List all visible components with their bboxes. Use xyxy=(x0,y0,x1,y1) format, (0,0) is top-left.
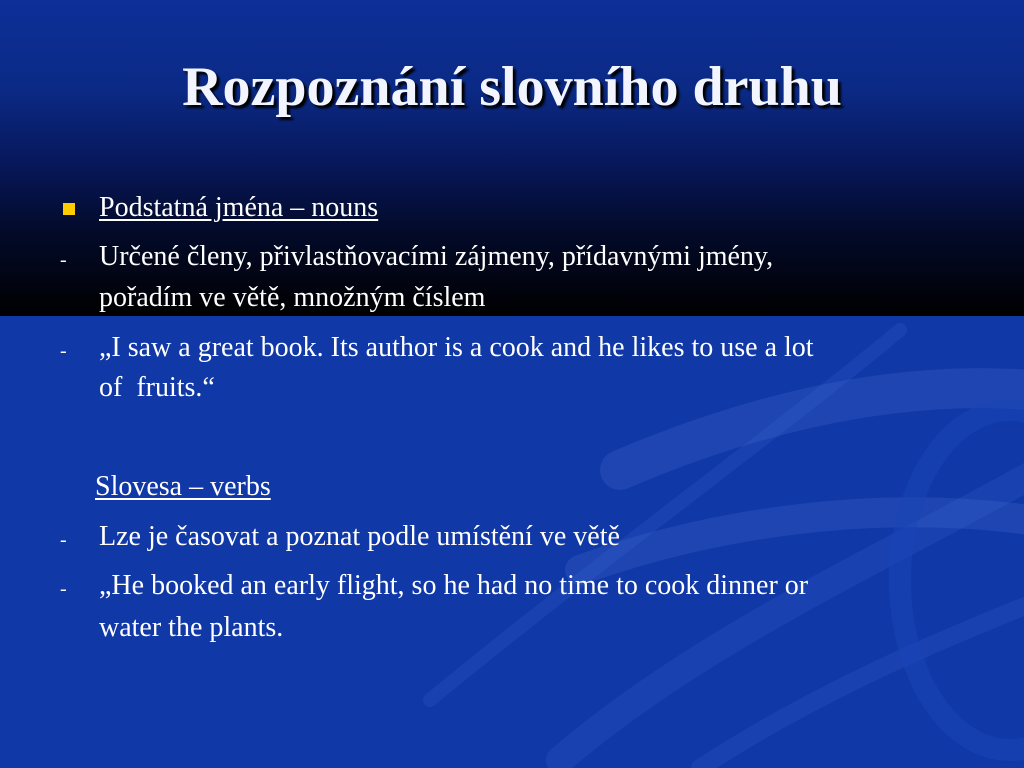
verbs-description: Lze je časovat a poznat podle umístění ve větě xyxy=(99,521,620,552)
square-bullet-icon xyxy=(63,203,75,215)
nouns-description-line-1: Určené členy, přivlastňovacími zájmeny, přídavnými jmény, xyxy=(99,241,774,272)
dash-bullet-icon: - xyxy=(60,249,67,271)
dash-bullet-icon: - xyxy=(60,340,67,362)
heading-nouns: Podstatná jména – nouns xyxy=(99,192,379,223)
verbs-example-line-1: „He booked an early flight, so he had no time to cook dinner or xyxy=(99,570,809,601)
slide-title: Rozpoznání slovního druhu xyxy=(182,56,842,118)
nouns-description-line-2: pořadím ve větě, množným číslem xyxy=(99,282,486,313)
nouns-example-line-1: „I saw a great book. Its author is a cook and he likes to use a lot xyxy=(99,332,814,363)
heading-verbs: Slovesa – verbs xyxy=(95,471,271,502)
dash-bullet-icon: - xyxy=(60,529,67,551)
verbs-example-line-2: water the plants. xyxy=(99,612,284,643)
nouns-example-line-2: of fruits.“ xyxy=(99,372,215,403)
dash-bullet-icon: - xyxy=(60,578,67,600)
